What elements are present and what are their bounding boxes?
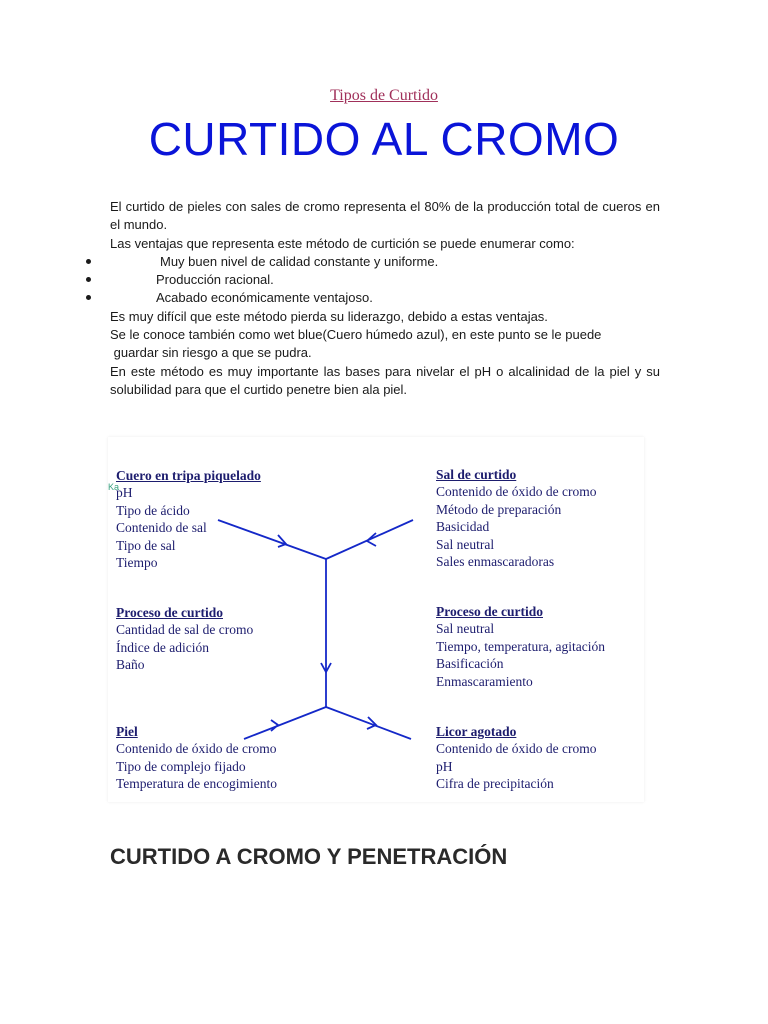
group-item: Tiempo, temperatura, agitación <box>436 638 605 654</box>
group-item: Tiempo <box>116 555 158 571</box>
group-title: Sal de curtido <box>436 467 517 482</box>
group-item: Basicidad <box>436 519 490 535</box>
group-title: Piel <box>116 724 138 739</box>
group-proceso-de-curtido-left <box>116 604 253 674</box>
arrowhead-top-left <box>278 535 286 547</box>
group-title: Proceso de curtido <box>116 605 223 620</box>
group-sal-de-curtido <box>436 466 596 570</box>
group-item: Enmascaramiento <box>436 673 533 689</box>
section-heading: CURTIDO A CROMO Y PENETRACIÓN <box>110 844 508 869</box>
group-item: Tipo de sal <box>116 537 176 553</box>
tipos-de-curtido-link[interactable]: Tipos de Curtido <box>330 87 438 104</box>
paragraph-wet-blue-cont: guardar sin riesgo a que se pudra. <box>110 345 312 361</box>
group-item: Contenido de óxido de cromo <box>436 484 597 500</box>
paragraph-intro: El curtido de pieles con sales de cromo representa el 80% de la producción total de cueros en el mundo. <box>110 199 660 233</box>
group-item: Contenido de sal <box>116 520 207 536</box>
bullet-icon <box>86 259 91 264</box>
group-item: Sales enmascaradoras <box>436 554 555 570</box>
group-item: pH <box>116 485 133 501</box>
group-item: Temperatura de encogimiento <box>116 776 277 792</box>
group-title: Proceso de curtido <box>436 604 543 619</box>
group-item: Cifra de precipitación <box>436 776 554 792</box>
group-item: Baño <box>116 657 145 673</box>
paragraph-advantages: Las ventajas que representa este método de curtición se puede enumerar como: <box>110 235 575 251</box>
group-item: Contenido de óxido de cromo <box>116 741 277 757</box>
group-title: Cuero en tripa piquelado <box>116 468 261 483</box>
paragraph-ph: En este método es muy importante las bases para nivelar el pH o alcalinidad de la piel y su solubilidad para que el curtido penetre bien ala piel. <box>110 363 660 397</box>
group-item: Basificación <box>436 656 504 672</box>
paragraph-leadership: Es muy difícil que este método pierda su liderazgo, debido a estas ventajas. <box>110 308 548 324</box>
group-item: Contenido de óxido de cromo <box>436 741 597 757</box>
group-item: Índice de adición <box>116 639 209 655</box>
body-text <box>110 198 660 399</box>
group-licor-agotado <box>436 723 596 793</box>
group-item: Sal neutral <box>436 621 495 637</box>
group-item: Cantidad de sal de cromo <box>116 622 254 638</box>
chrome-tanning-diagram <box>108 437 644 802</box>
group-item: Tipo de ácido <box>116 502 190 518</box>
list-item: Acabado económicamente ventajoso. <box>110 289 660 307</box>
group-item: pH <box>436 758 453 774</box>
list-item: Muy buen nivel de calidad constante y uniforme. <box>110 253 660 271</box>
list-item: Producción racional. <box>110 271 660 289</box>
group-piel <box>116 723 277 793</box>
paragraph-wet-blue: Se le conoce también como wet blue(Cuero húmedo azul), en este punto se le puede <box>110 327 602 343</box>
page-title: CURTIDO AL CROMO <box>148 113 620 165</box>
arrow-line-bottom-right <box>326 707 411 739</box>
advantages-list <box>110 253 660 308</box>
group-item: Tipo de complejo fijado <box>116 758 246 774</box>
group-item: Método de preparación <box>436 501 562 517</box>
side-mark: Ka <box>108 482 120 492</box>
bullet-icon <box>86 277 91 282</box>
bullet-icon <box>86 295 91 300</box>
group-title: Licor agotado <box>436 724 517 739</box>
group-cuero-en-tripa <box>116 467 261 571</box>
group-item: Sal neutral <box>436 536 495 552</box>
group-proceso-de-curtido-right <box>436 603 605 690</box>
